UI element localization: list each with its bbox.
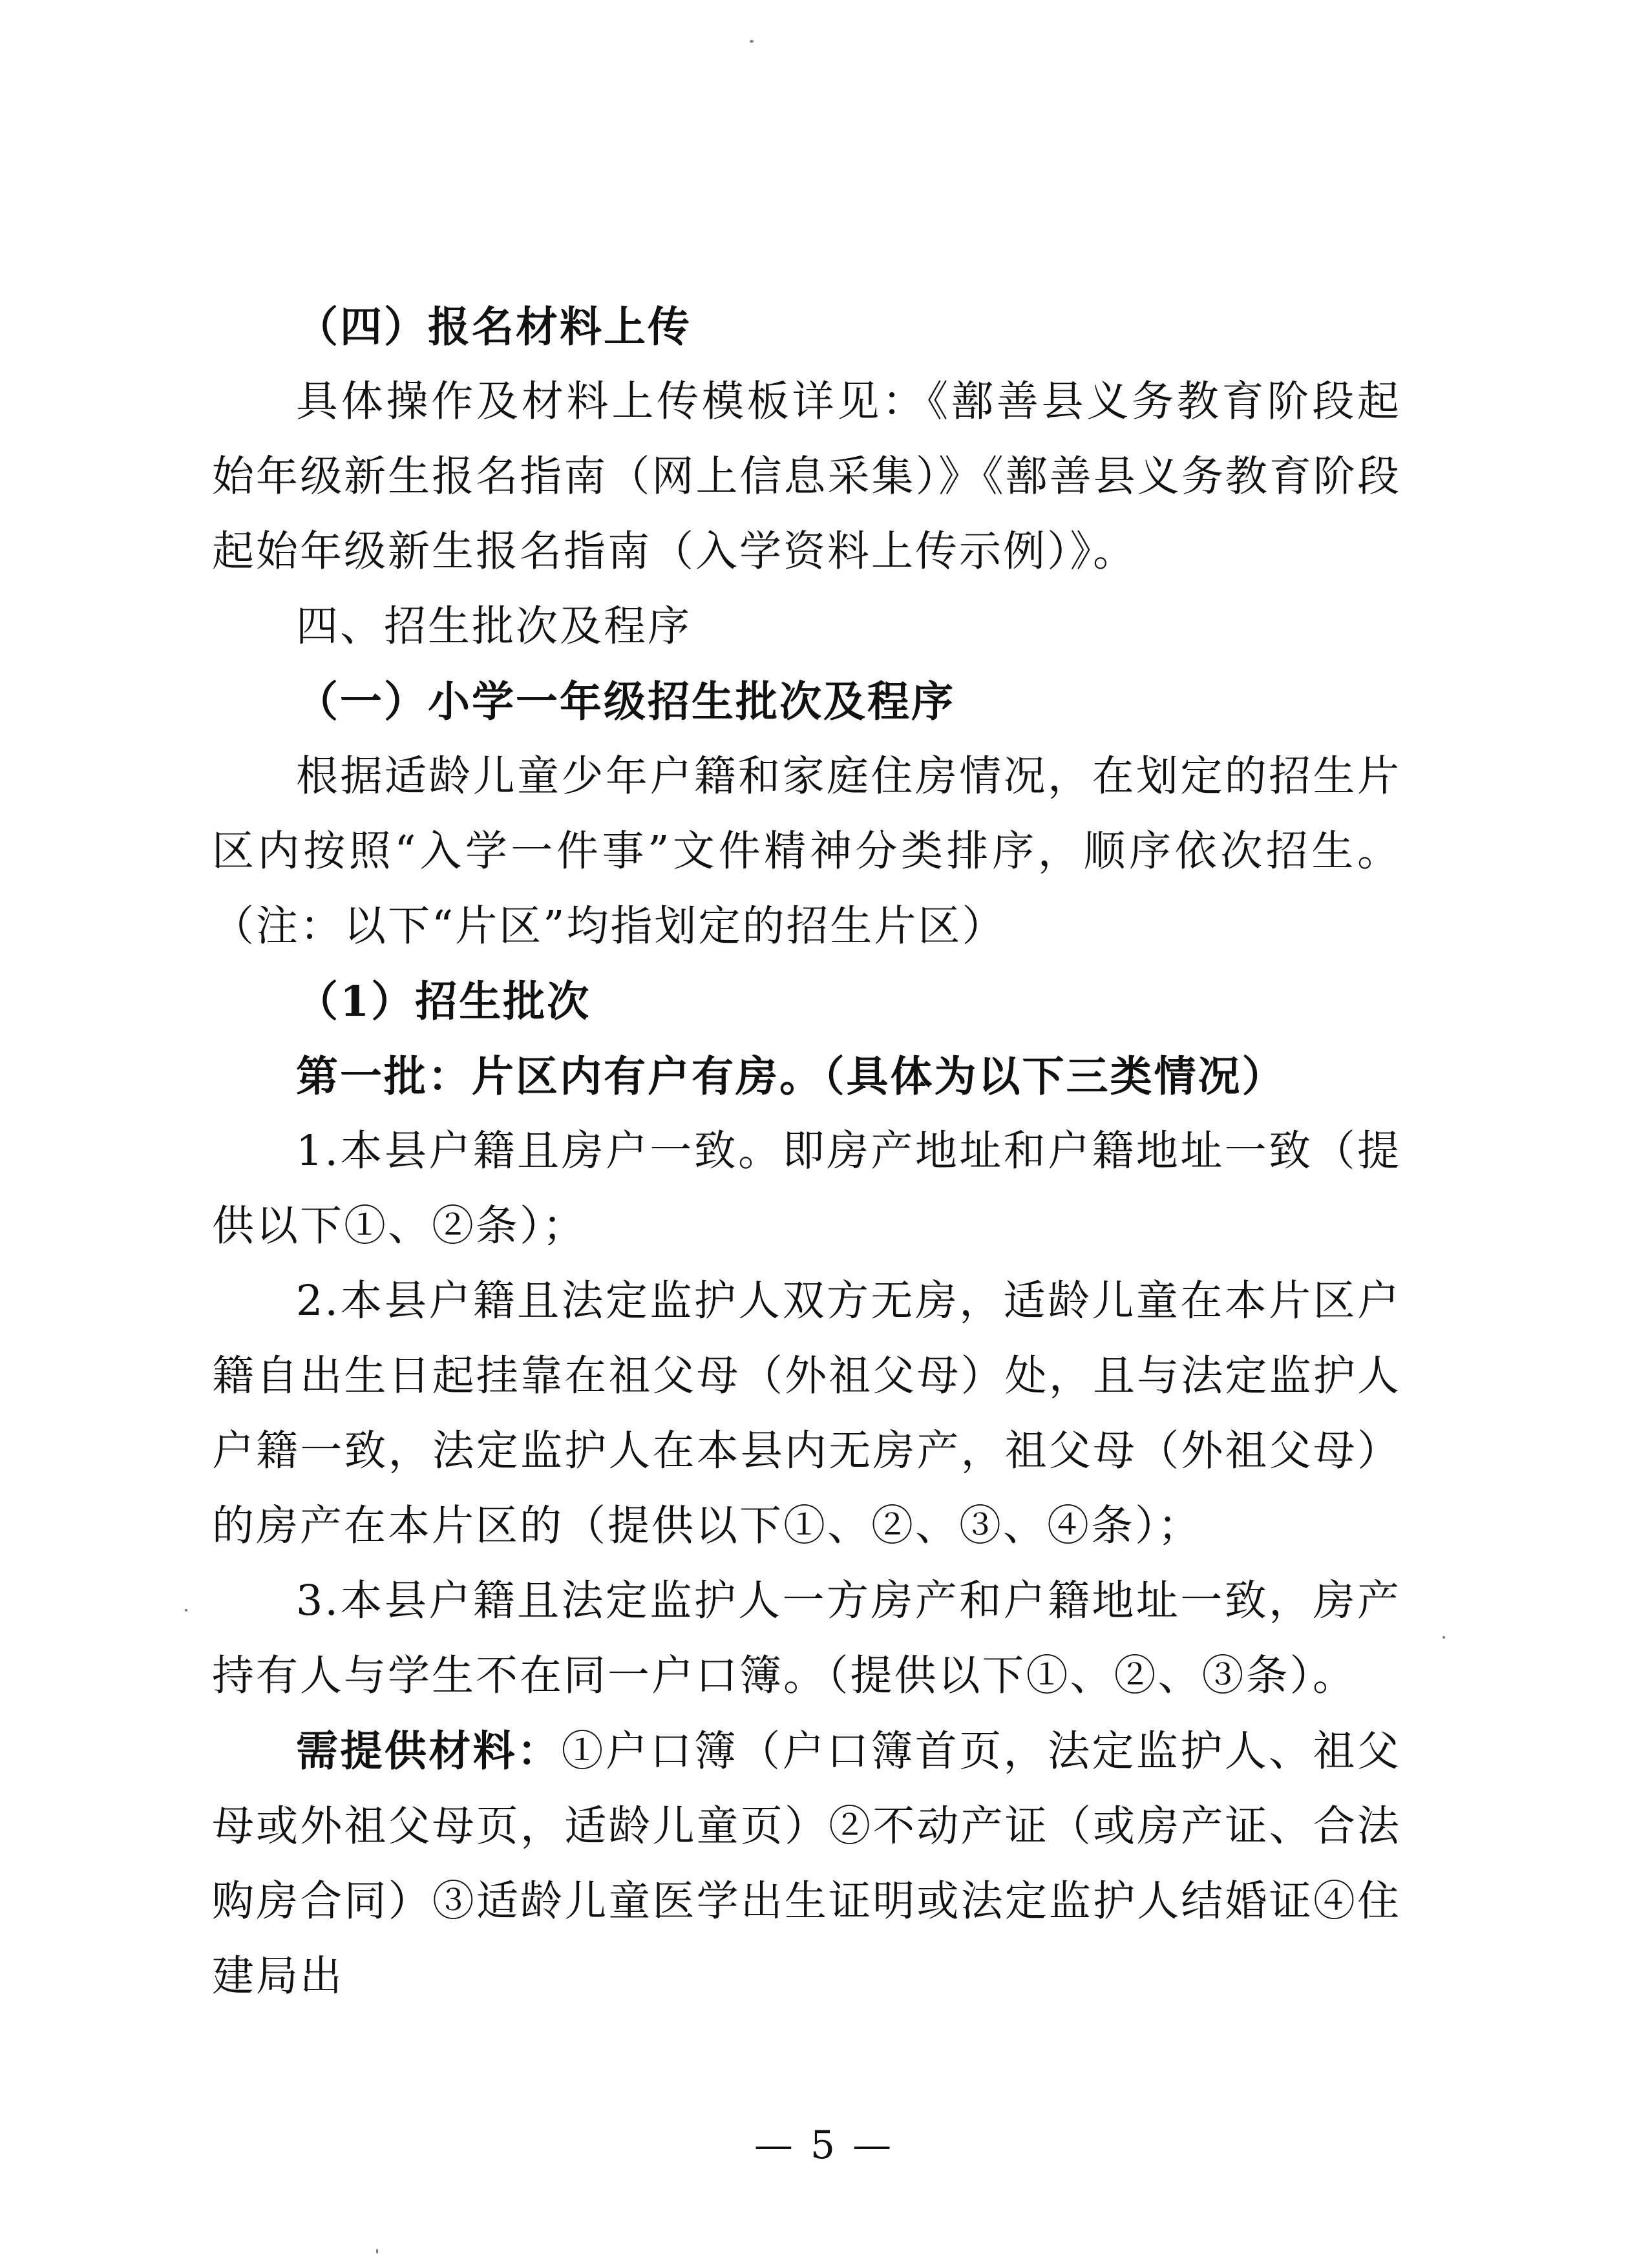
document-body xyxy=(212,289,1401,2014)
scan-speck xyxy=(1442,1636,1445,1639)
heading-enrollment-batches: 四、招生批次及程序 xyxy=(296,602,692,651)
heading-first-batch: 第一批：片区内有户有房。（具体为以下三类情况） xyxy=(296,1052,1286,1101)
paragraph-case-2: 2.本县户籍且法定监护人双方无房，适龄儿童在本片区户籍自出生日起挂靠在祖父母（外祖父母）处，且与法定监护人户籍一致，法定监护人在本县内无房产，祖父母（外祖父母）的房产在本片区的（提供以下①、②、③、④条）； xyxy=(212,1277,1401,1550)
heading-batches: （1）招生批次 xyxy=(296,977,591,1026)
page-number: — 5 — xyxy=(754,2123,894,2168)
scan-speck xyxy=(376,2249,378,2254)
heading-materials-upload: （四）报名材料上传 xyxy=(296,302,692,352)
required-materials-text: ①户口簿（户口簿首页，法定监护人、祖父母或外祖父母页，适龄儿童页）②不动产证（或房产证、合法购房合同）③适龄儿童医学出生证明或法定监护人结婚证④住建局出 xyxy=(212,1727,1401,2000)
scan-speck xyxy=(185,1609,187,1612)
paragraph-case-1: 1.本县户籍且房户一致。即房产地址和户籍地址一致（提供以下①、②条）； xyxy=(212,1127,1401,1250)
scan-speck xyxy=(750,40,754,43)
paragraph-upload-guide: 具体操作及材料上传模板详见：《鄯善县义务教育阶段起始年级新生报名指南（网上信息采集）》《鄯善县义务教育阶段起始年级新生报名指南（入学资料上传示例）》。 xyxy=(212,377,1401,576)
paragraph-case-3: 3.本县户籍且法定监护人一方房产和户籍地址一致，房产持有人与学生不在同一户口簿。（提供以下①、②、③条）。 xyxy=(212,1577,1401,1700)
paragraph-required-materials xyxy=(212,1714,1401,2014)
paragraph-enrollment-principle: 根据适龄儿童少年户籍和家庭住房情况，在划定的招生片区内按照“入学一件事”文件精神分类排序，顺序依次招生。（注：以下“片区”均指划定的招生片区） xyxy=(212,752,1401,950)
heading-primary-grade-one: （一）小学一年级招生批次及程序 xyxy=(296,677,956,726)
required-materials-lead: 需提供材料： xyxy=(296,1727,562,1776)
